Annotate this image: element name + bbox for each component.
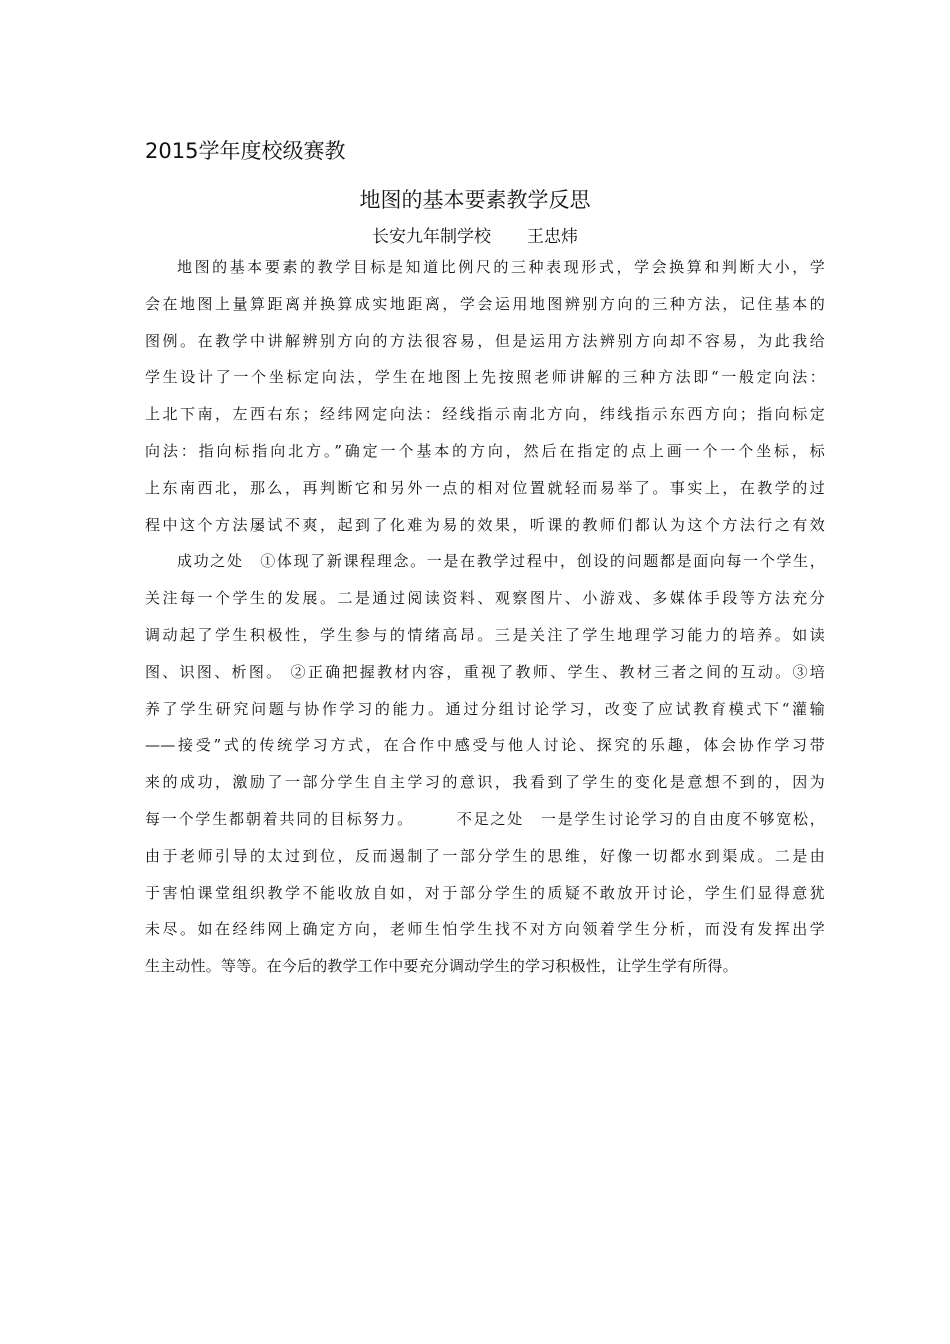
body-line: 学生设计了一个坐标定向法，学生在地图上先按照老师讲解的三种方法即“一般定向法： xyxy=(145,368,825,387)
body-line: 生主动性。等等。在今后的教学工作中要充分调动学生的学习积极性，让学生学有所得。 xyxy=(145,957,738,976)
article-body xyxy=(145,249,825,985)
body-line: 向法：指向标指向北方。”确定一个基本的方向，然后在指定的点上画一个一个坐标，标 xyxy=(145,441,825,460)
body-line: 上北下南，左西右东；经纬网定向法：经线指示南北方向，纬线指示东西方向；指向标定 xyxy=(145,405,825,424)
body-line: ——接受”式的传统学习方式，在合作中感受与他人讨论、探究的乐趣，体会协作学习带 xyxy=(145,736,825,755)
body-line: 来的成功，激励了一部分学生自主学习的意识，我看到了学生的变化是意想不到的，因为 xyxy=(145,773,825,792)
event-title: 2015学年度校级赛教 xyxy=(145,139,346,163)
article-title: 地图的基本要素教学反思 xyxy=(359,188,591,212)
body-line: 于害怕课堂组织教学不能收放自如，对于部分学生的质疑不敢放开讨论，学生们显得意犹 xyxy=(145,883,825,902)
body-line: 成功之处 ①体现了新课程理念。一是在教学过程中，创设的问题都是面向每一个学生， xyxy=(177,552,825,571)
body-line: 图、识图、析图。 ②正确把握教材内容，重视了教师、学生、教材三者之间的互动。③培 xyxy=(145,662,825,681)
body-line: 地图的基本要素的教学目标是知道比例尺的三种表现形式，学会换算和判断大小，学 xyxy=(177,258,825,276)
body-line: 养了学生研究问题与协作学习的能力。通过分组讨论学习，改变了应试教育模式下“灌输 xyxy=(145,699,825,718)
body-line: 每一个学生都朝着共同的目标努力。 不足之处 一是学生讨论学习的自由度不够宽松， xyxy=(145,809,825,828)
body-line: 调动起了学生积极性，学生参与的情绪高昂。三是关注了学生地理学习能力的培养。如读 xyxy=(145,625,825,644)
body-line: 未尽。如在经纬网上确定方向，老师生怕学生找不对方向领着学生分析，而没有发挥出学 xyxy=(145,920,825,939)
body-line: 关注每一个学生的发展。二是通过阅读资料、观察图片、小游戏、多媒体手段等方法充分 xyxy=(145,589,825,608)
author-line xyxy=(0,224,950,250)
body-line: 会在地图上量算距离并换算成实地距离，学会运用地图辨别方向的三种方法，记住基本的 xyxy=(145,294,825,313)
body-line: 由于老师引导的太过到位，反而遏制了一部分学生的思维，好像一切都水到渠成。二是由 xyxy=(145,846,825,865)
body-line: 上东南西北，那么，再判断它和另外一点的相对位置就轻而易举了。事实上，在教学的过 xyxy=(145,478,825,497)
body-line: 程中这个方法屡试不爽，起到了化难为易的效果，听课的教师们都认为这个方法行之有效 xyxy=(145,515,825,534)
author-name: 王忠炜 xyxy=(527,227,578,247)
school-name: 长安九年制学校 xyxy=(372,227,491,247)
body-line: 图例。在教学中讲解辨别方向的方法很容易，但是运用方法辨别方向却不容易，为此我给 xyxy=(145,331,825,350)
